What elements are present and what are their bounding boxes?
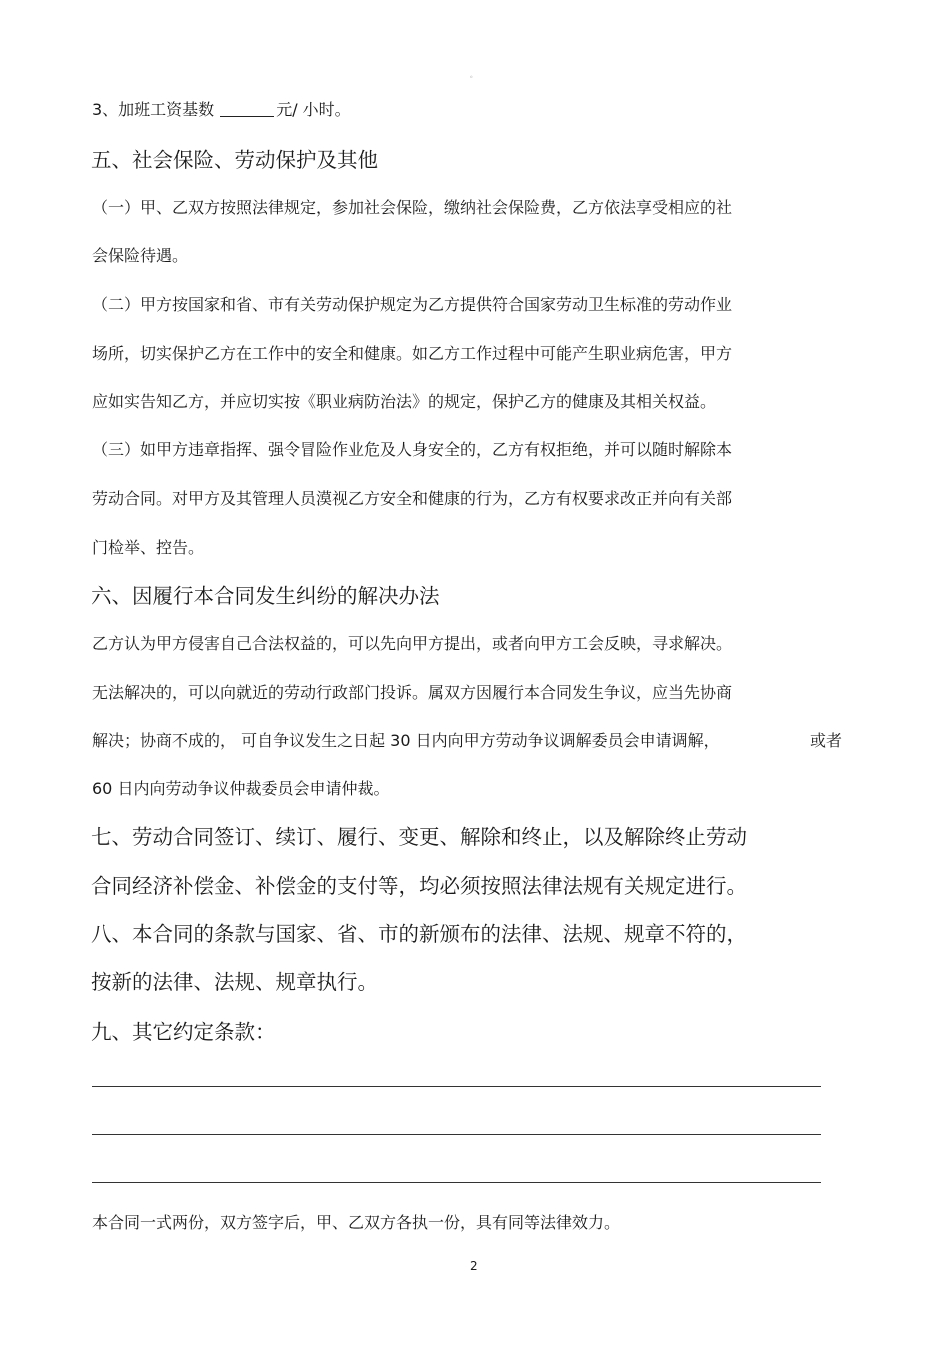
section-6-line: 60 日内向劳动争议仲裁委员会申请仲裁。 [92,779,390,798]
overtime-base-blank [220,102,274,117]
item-3-overtime-base [92,97,351,120]
blank-line [92,1086,821,1087]
section-8-line: 按新的法律、法规、规章执行。 [91,970,378,994]
section-5-line: 会保险待遇。 [92,246,189,265]
section-5-line: 应如实告知乙方，并应切实按《职业病防治法》的规定，保护乙方的健康及其相关权益。 [92,392,717,411]
closing-statement: 本合同一式两份，双方签字后，甲、乙双方各执一份，具有同等法律效力。 [92,1213,621,1232]
section-6-line: 解决；协商不成的， 可自争议发生之日起 30 日内向甲方劳动争议调解委员会申请调解， [92,731,720,750]
section-7-line: 合同经济补偿金、补偿金的支付等，均必须按照法律法规有关规定进行。 [91,874,747,898]
section-5-line: 劳动合同。对甲方及其管理人员漠视乙方安全和健康的行为，乙方有权要求改正并向有关部 [92,489,733,508]
section-9-heading: 九、其它约定条款： [91,1020,276,1044]
section-6-line: 无法解决的，可以向就近的劳动行政部门投诉。属双方因履行本合同发生争议，应当先协商 [92,683,733,702]
section-5-line: 门检举、控告。 [92,538,205,557]
section-6-heading: 六、因履行本合同发生纠纷的解决办法 [91,584,440,608]
section-5-line: 场所，切实保护乙方在工作中的安全和健康。如乙方工作过程中可能产生职业病危害，甲方 [92,344,733,363]
section-7-line: 七、劳动合同签订、续订、履行、变更、解除和终止，以及解除终止劳动 [91,825,747,849]
section-5-line: （一）甲、乙双方按照法律规定，参加社会保险，缴纳社会保险费，乙方依法享受相应的社 [92,198,733,217]
page-number: 2 [470,1259,478,1273]
section-5-line: （三）如甲方违章指挥、强令冒险作业危及人身安全的，乙方有权拒绝，并可以随时解除本 [92,440,733,459]
item-3-suffix: 元/ 小时。 [276,100,351,119]
section-8-line: 八、本合同的条款与国家、省、市的新颁布的法律、法规、规章不符的， [91,922,747,946]
item-3-prefix: 3、加班工资基数 [92,100,215,119]
blank-line [92,1134,821,1135]
blank-line [92,1182,821,1183]
section-5-line: （二）甲方按国家和省、市有关劳动保护规定为乙方提供符合国家劳动卫生标准的劳动作业 [92,295,733,314]
top-mark: 。 [470,71,477,79]
section-6-line: 乙方认为甲方侵害自己合法权益的，可以先向甲方提出，或者向甲方工会反映，寻求解决。 [92,634,733,653]
section-6-line-tail: 或者 [810,731,843,750]
section-5-heading: 五、社会保险、劳动保护及其他 [91,148,378,172]
